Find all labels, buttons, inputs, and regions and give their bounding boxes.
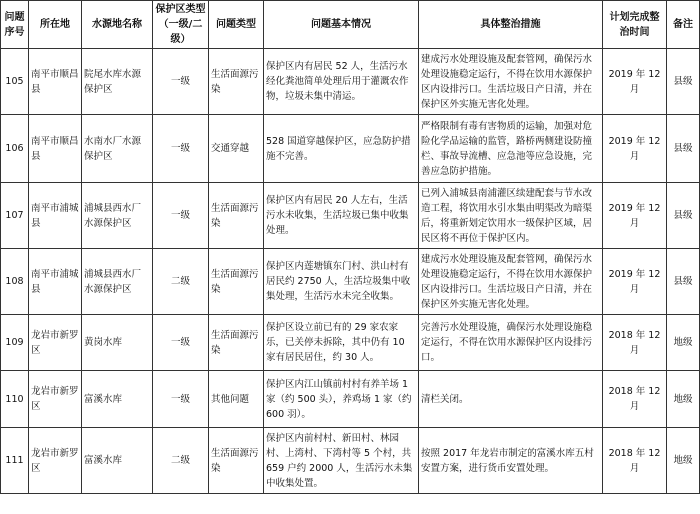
cell-note: 地级 [667,371,700,428]
cell-situation: 保护区设立前已有的 29 家农家乐，已关停未拆除，其中仍有 10 家有居民居住，约 30 人。 [264,315,419,371]
header-situation: 问题基本情况 [264,1,419,49]
cell-type: 生活面源污染 [209,249,264,315]
header-location: 所在地 [29,1,82,49]
cell-zone: 二级 [153,428,209,494]
cell-no: 110 [1,371,29,428]
table-row [1,249,700,315]
cell-note: 地级 [667,315,700,371]
cell-type: 其他问题 [209,371,264,428]
cell-type: 交通穿越 [209,115,264,183]
cell-source: 院尾水库水源保护区 [82,49,153,115]
cell-deadline: 2019 年 12 月 [603,49,667,115]
cell-deadline: 2019 年 12 月 [603,249,667,315]
header-no: 问题序号 [1,1,29,49]
cell-note: 县级 [667,49,700,115]
cell-measures: 建成污水处理设施及配套管网，确保污水处理设施稳定运行，不得在饮用水源保护区内设排污口。生活垃圾日产日清，并在保护区外实施无害化处理。 [419,49,603,115]
cell-situation: 保护区内江山镇前村村有养羊场 1 家（约 500 头），养鸡场 1 家（约 600 羽）。 [264,371,419,428]
cell-type: 生活面源污染 [209,315,264,371]
header-note: 备注 [667,1,700,49]
cell-location: 龙岩市新罗区 [29,428,82,494]
cell-note: 县级 [667,183,700,249]
header-deadline: 计划完成整治时间 [603,1,667,49]
cell-zone: 一级 [153,49,209,115]
cell-location: 南平市浦城县 [29,249,82,315]
cell-situation: 保护区内前村村、新田村、林园村、上湾村、下湾村等 5 个村，共 659 户约 2000 人，生活污水未集中收集处置。 [264,428,419,494]
cell-source: 黄岗水库 [82,315,153,371]
table-row [1,49,700,115]
table-row [1,315,700,371]
cell-source: 浦城县西水厂水源保护区 [82,183,153,249]
cell-deadline: 2018 年 12 月 [603,371,667,428]
cell-source: 浦城县西水厂水源保护区 [82,249,153,315]
cell-zone: 一级 [153,183,209,249]
table-row [1,428,700,494]
cell-situation: 保护区内有居民 20 人左右，生活污水未收集，生活垃圾已集中收集处理。 [264,183,419,249]
cell-source: 富溪水库 [82,428,153,494]
header-source: 水源地名称 [82,1,153,49]
cell-situation: 保护区内莲塘镇东门村、洪山村有居民约 2750 人，生活垃圾集中收集处理，生活污水未完全收集。 [264,249,419,315]
cell-no: 105 [1,49,29,115]
header-zone: 保护区类型（一级/二级） [153,1,209,49]
cell-no: 109 [1,315,29,371]
cell-measures: 已列入浦城县南浦灌区续建配套与节水改造工程，将饮用水引水集由明渠改为暗渠后，将重新划定饮用水一级保护区域，居民区将不再位于保护区内。 [419,183,603,249]
cell-no: 107 [1,183,29,249]
cell-situation: 528 国道穿越保护区，应急防护措施不完善。 [264,115,419,183]
cell-situation: 保护区内有居民 52 人，生活污水经化粪池简单处理后用于灌溉农作物，垃圾未集中清运。 [264,49,419,115]
cell-location: 龙岩市新罗区 [29,315,82,371]
cell-zone: 一级 [153,315,209,371]
cell-note: 县级 [667,249,700,315]
cell-type: 生活面源污染 [209,428,264,494]
table-row [1,183,700,249]
header-row [1,1,700,49]
cell-deadline: 2019 年 12 月 [603,115,667,183]
cell-zone: 一级 [153,115,209,183]
cell-measures: 按照 2017 年龙岩市制定的富溪水库五村安置方案，进行货币安置处理。 [419,428,603,494]
header-measures: 具体整治措施 [419,1,603,49]
cell-note: 地级 [667,428,700,494]
cell-no: 106 [1,115,29,183]
cell-source: 水南水厂水源保护区 [82,115,153,183]
table-row [1,371,700,428]
cell-location: 龙岩市新罗区 [29,371,82,428]
cell-zone: 二级 [153,249,209,315]
cell-location: 南平市浦城县 [29,183,82,249]
cell-measures: 清栏关闭。 [419,371,603,428]
cell-deadline: 2018 年 12 月 [603,428,667,494]
cell-note: 县级 [667,115,700,183]
cell-deadline: 2018 年 12 月 [603,315,667,371]
cell-no: 108 [1,249,29,315]
cell-source: 富溪水库 [82,371,153,428]
header-type: 问题类型 [209,1,264,49]
cell-no: 111 [1,428,29,494]
cell-location: 南平市顺昌县 [29,49,82,115]
cell-zone: 一级 [153,371,209,428]
cell-type: 生活面源污染 [209,49,264,115]
cell-deadline: 2019 年 12 月 [603,183,667,249]
cell-measures: 建成污水处理设施及配套管网，确保污水处理设施稳定运行，不得在饮用水源保护区内设排污口。生活垃圾日产日清，并在保护区外实施无害化处理。 [419,249,603,315]
cell-type: 生活面源污染 [209,183,264,249]
cell-measures: 完善污水处理设施，确保污水处理设施稳定运行，不得在饮用水源保护区内设排污口。 [419,315,603,371]
cell-location: 南平市顺昌县 [29,115,82,183]
cell-measures: 严格限制有毒有害物质的运输，加强对危险化学品运输的监管，路桥两侧建设防撞栏、事故导流槽、应急池等应急设施，完善应急防护措施。 [419,115,603,183]
table-row [1,115,700,183]
